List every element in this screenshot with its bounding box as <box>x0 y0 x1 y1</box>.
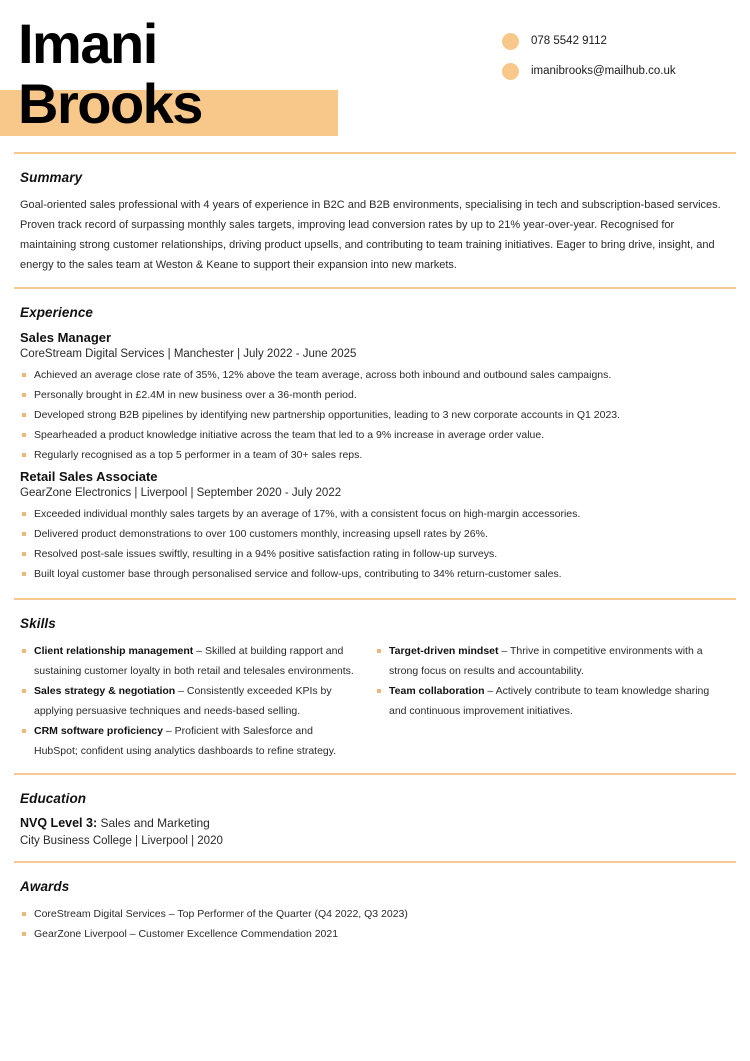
email-icon <box>502 63 519 80</box>
divider-education <box>14 773 736 775</box>
education-meta: City Business College | Liverpool | 2020 <box>20 835 223 847</box>
award-item: GearZone Liverpool – Customer Excellence Commendation 2021 <box>20 924 730 944</box>
contact-phone-row <box>502 26 732 56</box>
skill-name: Team collaboration <box>389 685 485 697</box>
summary-text: Goal-oriented sales professional with 4 years of experience in B2C and B2B environments, specialising in tech and subscription-based services. Proven track record of surpassing monthly sales targets, improving lead conversion rates by up to 21% year-over-year. Recognised for maintaining strong customer relationships, driving product upsells, and contributing to team training initiatives. Eager to bring drive, insight, and energy to the sales team at Weston & Keane to support their expansion into new markets. <box>20 199 721 271</box>
job-bullet: Achieved an average close rate of 35%, 12% above the team average, across both inbound and outbound sales campaigns. <box>20 365 730 385</box>
job-bullet: Regularly recognised as a top 5 performer in a team of 30+ sales reps. <box>20 445 730 465</box>
divider-experience <box>14 287 736 289</box>
last-name: Brooks <box>18 72 202 135</box>
section-awards <box>0 879 750 956</box>
skill-description: – Actively contribute to team knowledge sharing and continuous improvement initiatives. <box>389 685 710 717</box>
education-degree <box>20 816 730 830</box>
skill-list-left <box>20 641 357 761</box>
contact-block <box>502 26 732 86</box>
job-bullet: Spearheaded a product knowledge initiative across the team that led to a 9% increase in average order value. <box>20 425 730 445</box>
education-subject: Sales and Marketing <box>97 816 210 830</box>
job-bullet: Resolved post-sale issues swiftly, resulting in a 94% positive satisfaction rating in follow-up surveys. <box>20 544 730 564</box>
job-bullet-list <box>20 365 730 465</box>
education-heading: Education <box>20 791 87 806</box>
skills-heading: Skills <box>20 616 56 631</box>
award-item: CoreStream Digital Services – Top Performer of the Quarter (Q4 2022, Q3 2023) <box>20 904 730 924</box>
section-experience <box>0 305 750 598</box>
skills-column-left <box>20 641 375 761</box>
job-bullet: Exceeded individual monthly sales targets by an average of 17%, with a consistent focus on high-margin accessories. <box>20 504 730 524</box>
skill-list-right <box>375 641 712 721</box>
divider-skills <box>14 598 736 600</box>
phone-icon <box>502 33 519 50</box>
job-meta: CoreStream Digital Services | Manchester | July 2022 - June 2025 <box>20 348 357 360</box>
awards-heading: Awards <box>20 879 70 894</box>
divider-summary <box>14 152 736 154</box>
resume-header <box>0 0 750 152</box>
education-entry <box>20 816 730 847</box>
skill-description: – Consistently exceeded KPIs by applying persuasive techniques and needs-based selling. <box>34 685 332 717</box>
experience-heading: Experience <box>20 305 94 320</box>
skill-item <box>20 681 357 721</box>
skill-name: Sales strategy & negotiation <box>34 685 176 697</box>
job-title: Sales Manager <box>20 330 112 345</box>
skill-name: CRM software proficiency <box>34 725 163 737</box>
candidate-name <box>18 14 202 134</box>
skills-columns <box>20 641 730 761</box>
job-bullet: Delivered product demonstrations to over 100 customers monthly, increasing upsell rates by 26%. <box>20 524 730 544</box>
skill-description: – Skilled at building rapport and sustaining customer loyalty in both retail and telesales environments. <box>34 645 354 677</box>
skill-item <box>20 641 357 681</box>
first-name: Imani <box>18 12 157 75</box>
skill-description: – Thrive in competitive environments with a strong focus on results and accountability. <box>389 645 703 677</box>
skill-item <box>20 721 357 761</box>
skills-column-right <box>375 641 730 761</box>
job-bullet: Built loyal customer base through personalised service and follow-ups, contributing to 34% return-customer sales. <box>20 564 730 584</box>
skill-name: Client relationship management <box>34 645 194 657</box>
contact-email-value[interactable]: imanibrooks@mailhub.co.uk <box>531 65 676 77</box>
job-meta: GearZone Electronics | Liverpool | September 2020 - July 2022 <box>20 487 342 499</box>
contact-phone-value[interactable]: 078 5542 9112 <box>531 35 607 47</box>
job-title: Retail Sales Associate <box>20 469 158 484</box>
awards-list <box>20 904 730 944</box>
contact-email-row <box>502 56 732 86</box>
section-skills <box>0 616 750 773</box>
experience-entry <box>20 469 730 584</box>
skill-description: – Proficient with Salesforce and HubSpot; confident using analytics dashboards to refine strategy. <box>34 725 337 757</box>
experience-entry <box>20 330 730 465</box>
summary-heading: Summary <box>20 170 83 185</box>
skill-item <box>375 681 712 721</box>
section-education <box>0 791 750 847</box>
education-level: NVQ Level 3: <box>20 816 98 830</box>
job-bullet: Developed strong B2B pipelines by identifying new partnership opportunities, leading to 3 new corporate accounts in Q1 2023. <box>20 405 730 425</box>
job-bullet-list <box>20 504 730 584</box>
skill-name: Target-driven mindset <box>389 645 499 657</box>
skill-item <box>375 641 712 681</box>
section-summary <box>0 170 750 287</box>
job-bullet: Personally brought in £2.4M in new business over a 36-month period. <box>20 385 730 405</box>
divider-awards <box>14 861 736 863</box>
